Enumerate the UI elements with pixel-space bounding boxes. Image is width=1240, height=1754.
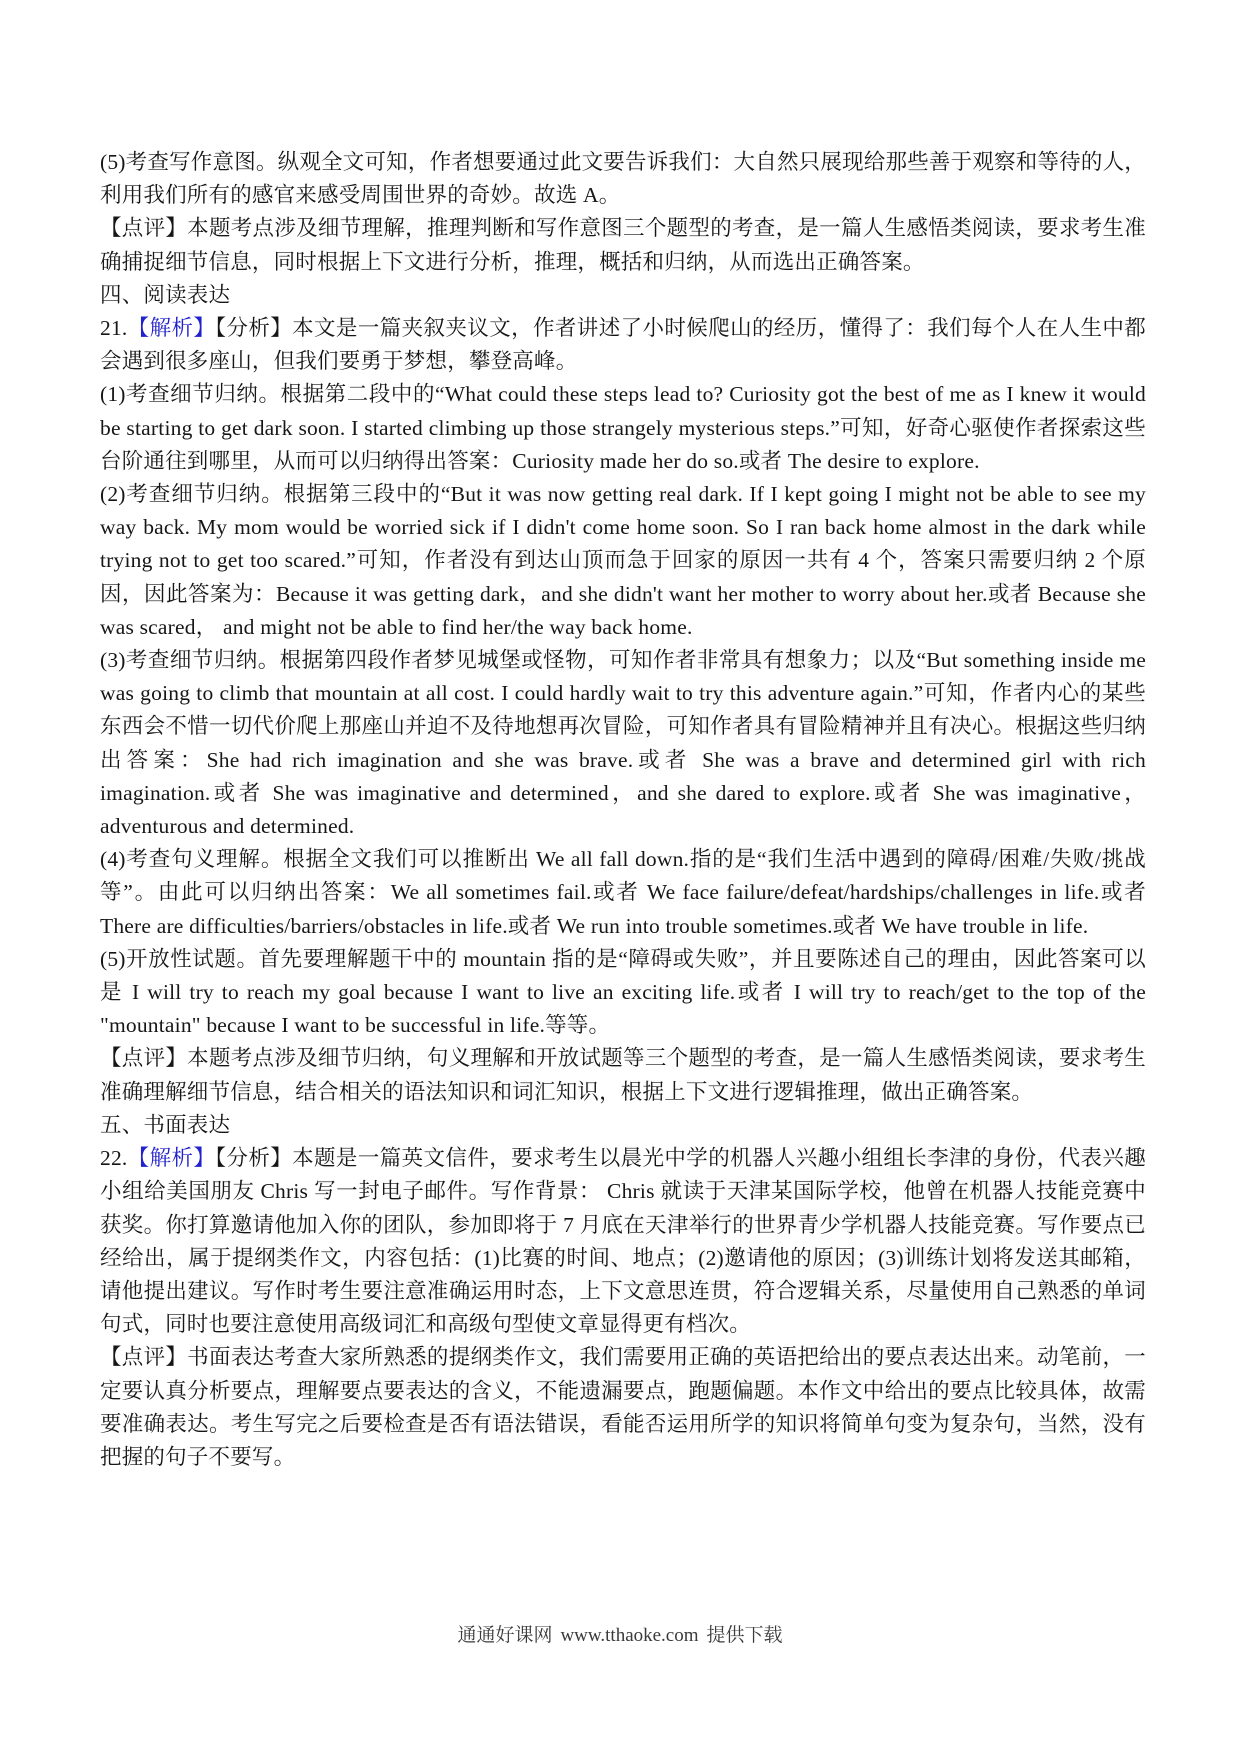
- question-22-number: 22.: [100, 1146, 128, 1171]
- footer-url: www.tthaoke.com: [560, 1625, 699, 1646]
- review-paragraph-reading: 【点评】本题考点涉及细节理解，推理判断和写作意图三个题型的考查，是一篇人生感悟类阅读，要求考生准确捕捉细节信息，同时根据上下文进行分析，推理，概括和归纳，从而选出正确答案。: [100, 216, 1146, 274]
- document-body: [100, 146, 1146, 1474]
- page-footer: [0, 1624, 1240, 1648]
- question-21-number: 21.: [100, 316, 128, 341]
- question-21-item-2: (2)考查细节归纳。根据第三段中的“But it was now getting real dark. If I kept going I might not be able to see my way back. My mom would be worried sick if I didn't come home soon. So I ran back home almost in the dark while trying not to get too scared.”可知，作者没有到达山顶而急于回家的原因一共有 4 个，答案只需要归纳 2 个原因，因此答案为：Because it was getting dark，and she didn't want her mother to worry about her.或者 Because she was scared， and might not be able to find her/the way back home.: [100, 482, 1146, 639]
- question-22-analysis-text: 【分析】本题是一篇英文信件，要求考生以晨光中学的机器人兴趣小组组长李津的身份，代表兴趣小组给美国朋友 Chris 写一封电子邮件。写作背景： Chris 就读于天津某国际学校，他曾在机器人技能竞赛中获奖。你打算邀请他加入你的团队，参加即将于 7 月底在天津举行的世界青少学机器人技能竞赛。写作要点已经给出，属于提纲类作文，内容包括：(1)比赛的时间、地点；(2)邀请他的原因；(3)训练计划将发送其邮箱，请他提出建议。写作时考生要注意准确运用时态，上下文意思连贯，符合逻辑关系，尽量使用自己熟悉的单词句式，同时也要注意使用高级词汇和高级句型使文章显得更有档次。: [100, 1146, 1146, 1337]
- answer-item-5-paragraph: (5)考查写作意图。纵观全文可知，作者想要通过此文要告诉我们：大自然只展现给那些善于观察和等待的人，利用我们所有的感官来感受周围世界的奇妙。故选 A。: [100, 150, 1146, 208]
- question-21-jiexi-tag: 【解析】: [127, 316, 216, 341]
- question-22-analysis: [100, 1142, 1146, 1341]
- question-21-analysis-text: 【分析】本文是一篇夹叙夹议文，作者讲述了小时候爬山的经历，懂得了：我们每个人在人生中都会遇到很多座山，但我们要勇于梦想，攀登高峰。: [100, 316, 1146, 374]
- question-21-item-5: (5)开放性试题。首先要理解题干中的 mountain 指的是“障碍或失败”，并且要陈述自己的理由，因此答案可以是 I will try to reach my goal because I want to live an exciting life.或者 I will try to reach/get to the top of the "mountain" because I want to be successful in life.等等。: [100, 946, 1146, 1038]
- question-22-jiexi-tag: 【解析】: [127, 1146, 216, 1171]
- section-5-heading: 五、书面表达: [100, 1112, 231, 1137]
- question-21-item-3: (3)考查细节归纳。根据第四段作者梦见城堡或怪物，可知作者非常具有想象力；以及“But something inside me was going to climb that mountain at all cost. I could hardly wait to try this adventure again.”可知，作者内心的某些东西会不惜一切代价爬上那座山并迫不及待地想再次冒险，可知作者具有冒险精神并且有决心。根据这些归纳出答案：She had rich imagination and she was brave.或者 She was a brave and determined girl with rich imagination.或者 She was imaginative and determined，and she dared to explore.或者 She was imaginative，adventurous and determined.: [100, 648, 1146, 839]
- question-21-analysis: [100, 312, 1146, 378]
- question-22-review: 【点评】书面表达考查大家所熟悉的提纲类作文，我们需要用正确的英语把给出的要点表达出来。动笔前，一定要认真分析要点，理解要点要表达的含义，不能遗漏要点，跑题偏题。本作文中给出的要点比较具体，故需要准确表达。考生写完之后要检查是否有语法错误，看能否运用所学的知识将简单句变为复杂句，当然，没有把握的句子不要写。: [100, 1345, 1146, 1469]
- footer-site-name: 通通好课网: [457, 1625, 553, 1646]
- section-4-heading: 四、阅读表达: [100, 282, 231, 307]
- question-21-review: 【点评】本题考点涉及细节归纳，句义理解和开放试题等三个题型的考查，是一篇人生感悟类阅读，要求考生准确理解细节信息，结合相关的语法知识和词汇知识，根据上下文进行逻辑推理，做出正确答案。: [100, 1046, 1146, 1104]
- question-21-item-1: (1)考查细节归纳。根据第二段中的“What could these steps lead to? Curiosity got the best of me as I knew it would be starting to get dark soon. I started climbing up those strangely mysterious steps.”可知，好奇心驱使作者探索这些台阶通往到哪里，从而可以归纳得出答案：Curiosity made her do so.或者 The desire to explore.: [100, 382, 1146, 473]
- footer-download-label: 提供下载: [706, 1625, 783, 1646]
- question-21-item-4: (4)考查句义理解。根据全文我们可以推断出 We all fall down.指的是“我们生活中遇到的障碍/困难/失败/挑战等”。由此可以归纳出答案：We all sometimes fail.或者 We face failure/defeat/hardships/challenges in life.或者 There are difficulties/barriers/obstacles in life.或者 We run into trouble sometimes.或者 We have trouble in life.: [100, 847, 1146, 938]
